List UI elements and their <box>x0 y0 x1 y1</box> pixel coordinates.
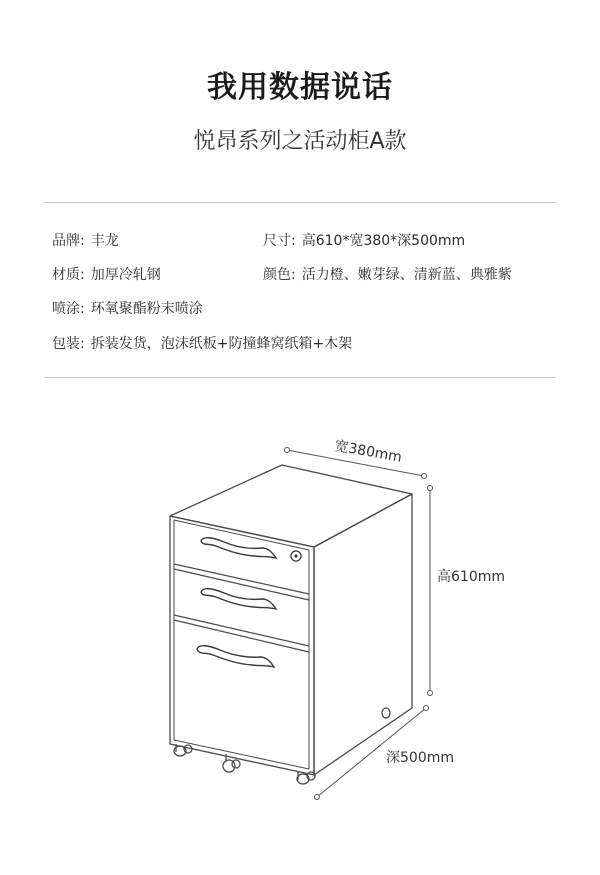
spec-brand-label: 品牌: <box>52 233 85 249</box>
depth-endpoint-front <box>315 795 320 800</box>
width-endpoint-right <box>422 474 427 479</box>
spec-size-value: 高610*宽380*深500mm <box>301 233 466 249</box>
cabinet-front-frame <box>174 520 309 769</box>
page-subtitle: 悦昂系列之活动柜A款 <box>193 129 407 154</box>
drawer-handles <box>197 538 276 667</box>
drawer-divider-2b <box>174 620 309 652</box>
lock-icon <box>291 551 301 561</box>
spec-color-value: 活力橙、嫩芽绿、清新蓝、典雅紫 <box>301 267 512 283</box>
dimension-lines <box>285 448 433 800</box>
depth-endpoint-back <box>424 706 429 711</box>
handle-bottom-drawer <box>197 646 274 667</box>
drawer-divider-1 <box>174 564 309 594</box>
caster-back-right <box>382 708 390 718</box>
width-endpoint-left <box>285 448 290 453</box>
spec-material-label: 材质: <box>52 267 85 283</box>
spec-package-label: 包装: <box>52 336 85 352</box>
cabinet-top-face <box>170 465 412 547</box>
depth-label: 深500mm <box>386 750 454 766</box>
spec-material-value: 加厚冷轧钢 <box>90 267 161 283</box>
drawer-divider-2 <box>174 615 309 646</box>
casters <box>174 708 390 784</box>
drawer-divider-1b <box>174 569 309 600</box>
handle-middle-drawer <box>201 589 276 609</box>
spec-coating-label: 喷涂: <box>52 301 85 317</box>
spec-size-label: 尺寸: <box>263 233 296 249</box>
page-title: 我用数据说话 <box>207 70 393 105</box>
handle-top-drawer <box>201 538 276 558</box>
drawers <box>174 564 309 652</box>
spec-color-label: 颜色: <box>263 267 296 283</box>
spec-package-value: 拆装发货，泡沫纸板+防撞蜂窝纸箱+木架 <box>90 336 353 352</box>
height-endpoint-bottom <box>428 691 433 696</box>
width-label: 宽380mm <box>333 438 404 466</box>
cabinet-side-face <box>314 494 412 775</box>
height-label: 高610mm <box>437 569 505 585</box>
spec-brand-value: 丰龙 <box>90 233 119 249</box>
cabinet-outline <box>170 465 412 775</box>
height-endpoint-top <box>428 486 433 491</box>
spec-coating-value: 环氧聚酯粉末喷涂 <box>90 301 203 317</box>
